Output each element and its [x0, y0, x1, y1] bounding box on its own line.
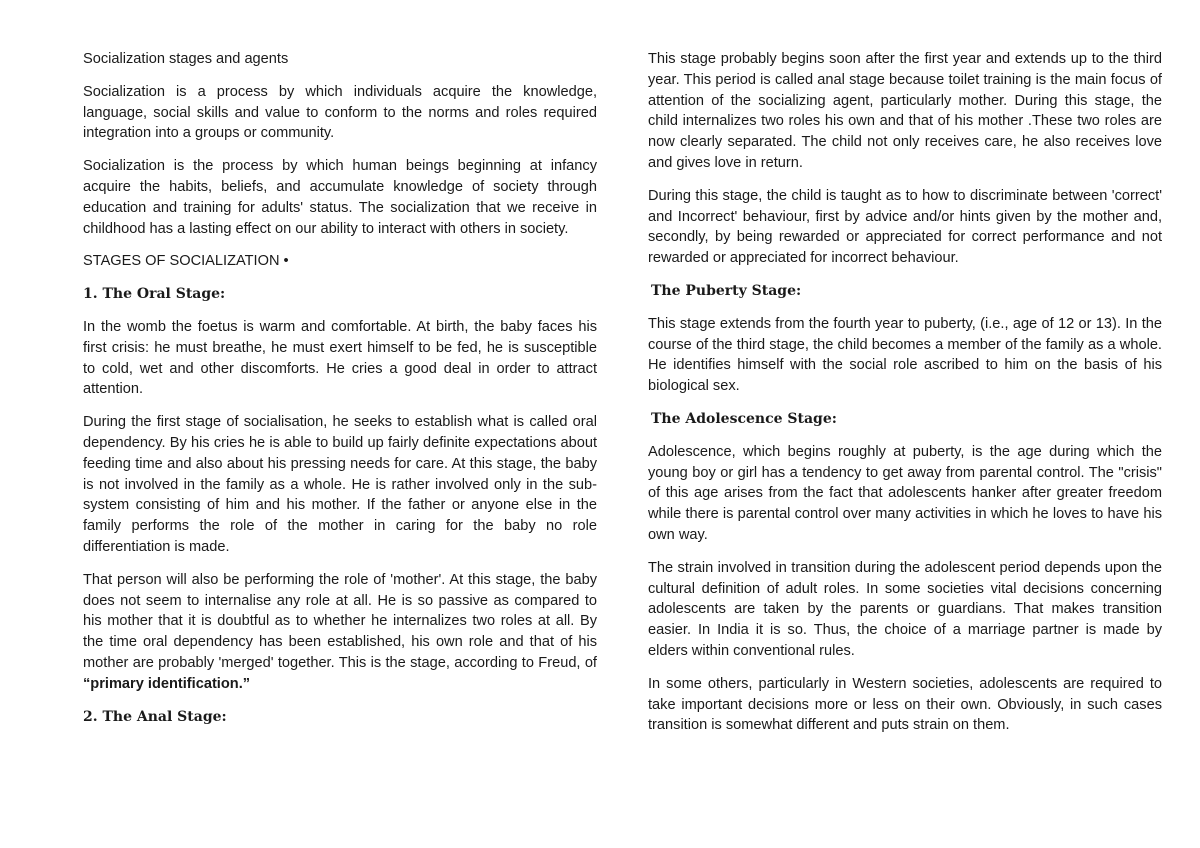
- paragraph-oral-1: In the womb the foetus is warm and comfortable. At birth, the baby faces his first crisis: he must breathe, he must exert himself to be fed, he is susceptible to cold, wet and other discomforts. He cries a good deal in order to attract attention.: [83, 318, 597, 398]
- stages-label: STAGES OF SOCIALIZATION •: [83, 253, 289, 270]
- paragraph-puberty-1: This stage extends from the fourth year to puberty, (i.e., age of 12 or 13). In the course of the third stage, the child becomes a member of the family as a whole. He identifies himself with the social role ascribed to him on the basis of his biological sex.: [648, 315, 1162, 395]
- paragraph-anal-1: This stage probably begins soon after the first year and extends up to the third year. This period is called anal stage because toilet training is the main focus of attention of the socializing agent, particularly mother. During this stage, the child internalizes two roles his own and that of his mother .These two roles are now clearly separated. The child not only receives care, he also receives love and gives love in return.: [648, 51, 1162, 171]
- paragraph-anal-2: During this stage, the child is taught as to how to discriminate between 'correct' and Incorrect' behaviour, first by advice and/or hints given by the mother and, secondly, by being rewarded or appreciated for correct performance and not rewarded or appreciated for incorrect behaviour.: [648, 187, 1162, 267]
- paragraph-adolescence-3: In some others, particularly in Western societies, adolescents are required to take important decisions more or less on their own. Obviously, in such cases transition is somewhat different and puts strain on them.: [648, 675, 1162, 734]
- heading-anal-stage: 2. The Anal Stage:: [83, 708, 227, 725]
- right-column: [648, 49, 1162, 748]
- heading-puberty-stage: The Puberty Stage:: [651, 282, 802, 299]
- paragraph-adolescence-1: Adolescence, which begins roughly at puberty, is the age during which the young boy or girl has a tendency to get away from parental control. The "crisis" of this age arises from the fact that adolescents hanker after greater freedom while there is parental control over many activities in which he loves to have his own way.: [648, 443, 1162, 543]
- heading-oral-stage: 1. The Oral Stage:: [83, 286, 226, 303]
- paragraph-definition-1: Socialization is a process by which individuals acquire the knowledge, language, social skills and value to conform to the norms and roles required integration into a groups or community.: [83, 83, 597, 142]
- paragraph-definition-2: Socialization is the process by which human beings beginning at infancy acquire the habits, beliefs, and accumulate knowledge of society through education and training for adults' status. The socialization that we receive in childhood has a lasting effect on our ability to interact with others in society.: [83, 158, 597, 237]
- paragraph-oral-3: [83, 570, 597, 695]
- document-title: Socialization stages and agents: [83, 51, 289, 67]
- primary-identification-emphasis: “primary identification.”: [83, 675, 251, 692]
- paragraph-oral-3-text: That person will also be performing the role of 'mother'. At this stage, the baby does not seem to internalise any role at all. He is so passive as compared to his mother that it is doubtful as to whether he internalizes two roles at all. By the time oral dependency has been established, his own role and that of his mother are probably 'merged' together. This is the stage, according to Freud, of: [83, 571, 597, 671]
- paragraph-oral-2: During the first stage of socialisation, he seeks to establish what is called oral dependency. By his cries he is able to build up fairly definite expectations about feeding time and also about his pressing needs for care. At this stage, the baby is not involved in the family as a whole. He is rather involved only in the sub-system consisting of him and his mother. If the father or anyone else in the family performs the role of the mother in caring for the baby no role differentiation is made.: [83, 414, 597, 555]
- left-column: [83, 49, 597, 739]
- paragraph-adolescence-2: The strain involved in transition during the adolescent period depends upon the cultural definition of adult roles. In some societies vital decisions concerning adolescents are taken by the parents or guardians. That makes transition easier. In India it is so. Thus, the choice of a marriage partner is made by elders within conventional rules.: [648, 559, 1162, 659]
- heading-adolescence-stage: The Adolescence Stage:: [651, 410, 837, 427]
